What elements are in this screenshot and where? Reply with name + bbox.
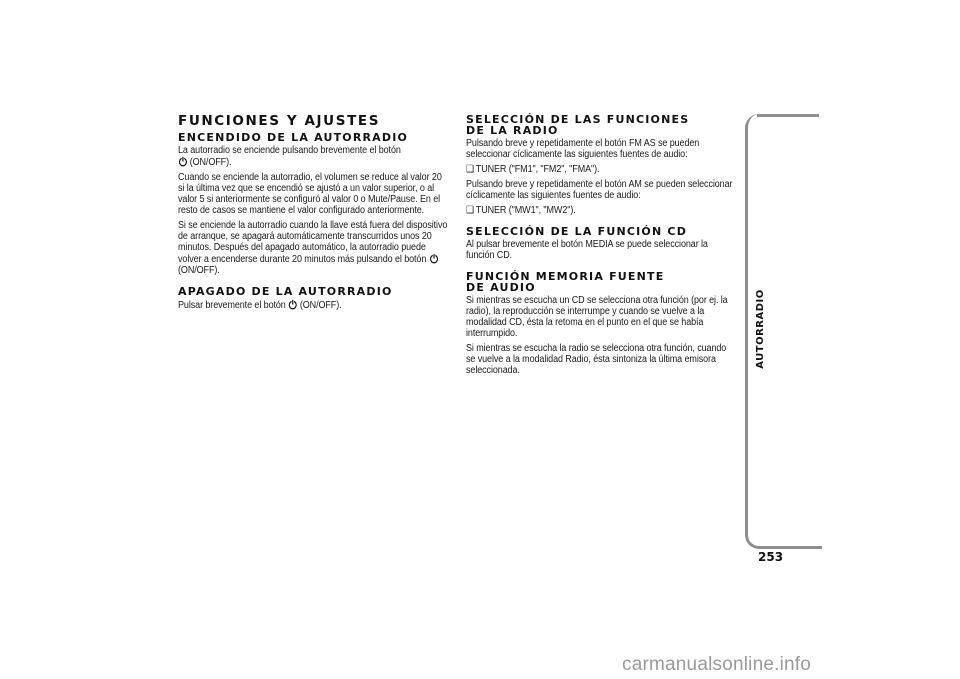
bullet-radio-1-text: TUNER ("FM1", "FM2", "FMA").: [475, 164, 600, 175]
bullet-radio-1: [466, 164, 738, 175]
paragraph-radio-1: Pulsando breve y repetidamente el botón FM AS se pueden seleccionar cíclicamente las siguientes fuentes de audio:: [466, 138, 700, 160]
chapter-label: AUTORRADIO: [755, 289, 766, 369]
heading-seleccion-radio: [466, 114, 738, 136]
paragraph-cd-1: Al pulsar brevemente el botón MEDIA se puede seleccionar la función CD.: [466, 239, 708, 261]
page-title: FUNCIONES Y AJUSTES: [178, 113, 381, 129]
text-encendido-1a: La autorradio se enciende pulsando brevemente el botón: [178, 145, 401, 156]
text-encendido-3a: Si se enciende la autorradio cuando la llave está fuera del dispositivo de arranque, se apagará automáticamente transcurridos unos 20 minutos. Después del apagado automático, la autorradio puede volver a encenderse durante 20 minutos más pulsando el botón: [178, 220, 448, 265]
text-encendido-3b: (ON/OFF).: [178, 265, 220, 276]
heading-memoria-line2: DE AUDIO: [466, 281, 536, 294]
checkbox-bullet-icon: ❏: [466, 164, 474, 175]
checkbox-bullet-icon: ❏: [466, 205, 474, 216]
heading-seleccion-radio-line2: DE LA RADIO: [466, 124, 559, 137]
bullet-radio-2-text: TUNER ("MW1", "MW2").: [475, 205, 576, 216]
heading-seleccion-radio-line1: SELECCIÓN DE LAS FUNCIONES: [466, 113, 690, 126]
paragraph-encendido-2: Cuando se enciende la autorradio, el volumen se reduce al valor 20 si la última vez que se encendió se ajustó a un valor superior, o al valor 5 si anteriormente se configuró al valor 0 o Mute/Pause. En el resto de casos se mantiene el valor configurado anteriormente.: [178, 172, 442, 216]
watermark: carmanualsonline.info: [622, 654, 812, 675]
text-apagado-1a: Pulsar brevemente el botón: [178, 300, 286, 311]
heading-memoria-line1: FUNCIÓN MEMORIA FUENTE: [466, 270, 665, 283]
right-column: [466, 114, 738, 380]
paragraph-encendido-1: [178, 145, 450, 168]
paragraph-encendido-3: [178, 220, 450, 276]
paragraph-memoria-2: Si mientras se escucha la radio se selecciona otra función, cuando se vuelve a la modalidad Radio, ésta sintoniza la última emisora seleccionada.: [466, 343, 727, 376]
heading-memoria-fuente: [466, 271, 738, 293]
power-icon: [288, 299, 298, 310]
power-icon: [429, 253, 439, 264]
page-number: 253: [758, 550, 784, 564]
paragraph-radio-2: Pulsando breve y repetidamente el botón AM se pueden seleccionar cíclicamente las siguientes fuentes de audio:: [466, 179, 733, 201]
heading-apagado: APAGADO DE LA AUTORRADIO: [178, 285, 393, 298]
heading-seleccion-cd: SELECCIÓN DE LA FUNCIÓN CD: [466, 225, 688, 238]
text-apagado-1b: (ON/OFF).: [299, 300, 342, 311]
chapter-tab-top-line: [757, 114, 819, 117]
heading-encendido: ENCENDIDO DE LA AUTORRADIO: [178, 131, 409, 144]
left-column: [178, 114, 450, 315]
text-encendido-1b: (ON/OFF).: [189, 157, 232, 168]
power-icon: [178, 156, 188, 167]
paragraph-apagado-1: [178, 299, 450, 311]
paragraph-memoria-1: Si mientras se escucha un CD se selecciona otra función (por ej. la radio), la reproducción se interrumpe y cuando se vuelve a la modalidad CD, ésta la retoma en el punto en el que se había interrumpido.: [466, 295, 728, 339]
bullet-radio-2: [466, 205, 738, 216]
